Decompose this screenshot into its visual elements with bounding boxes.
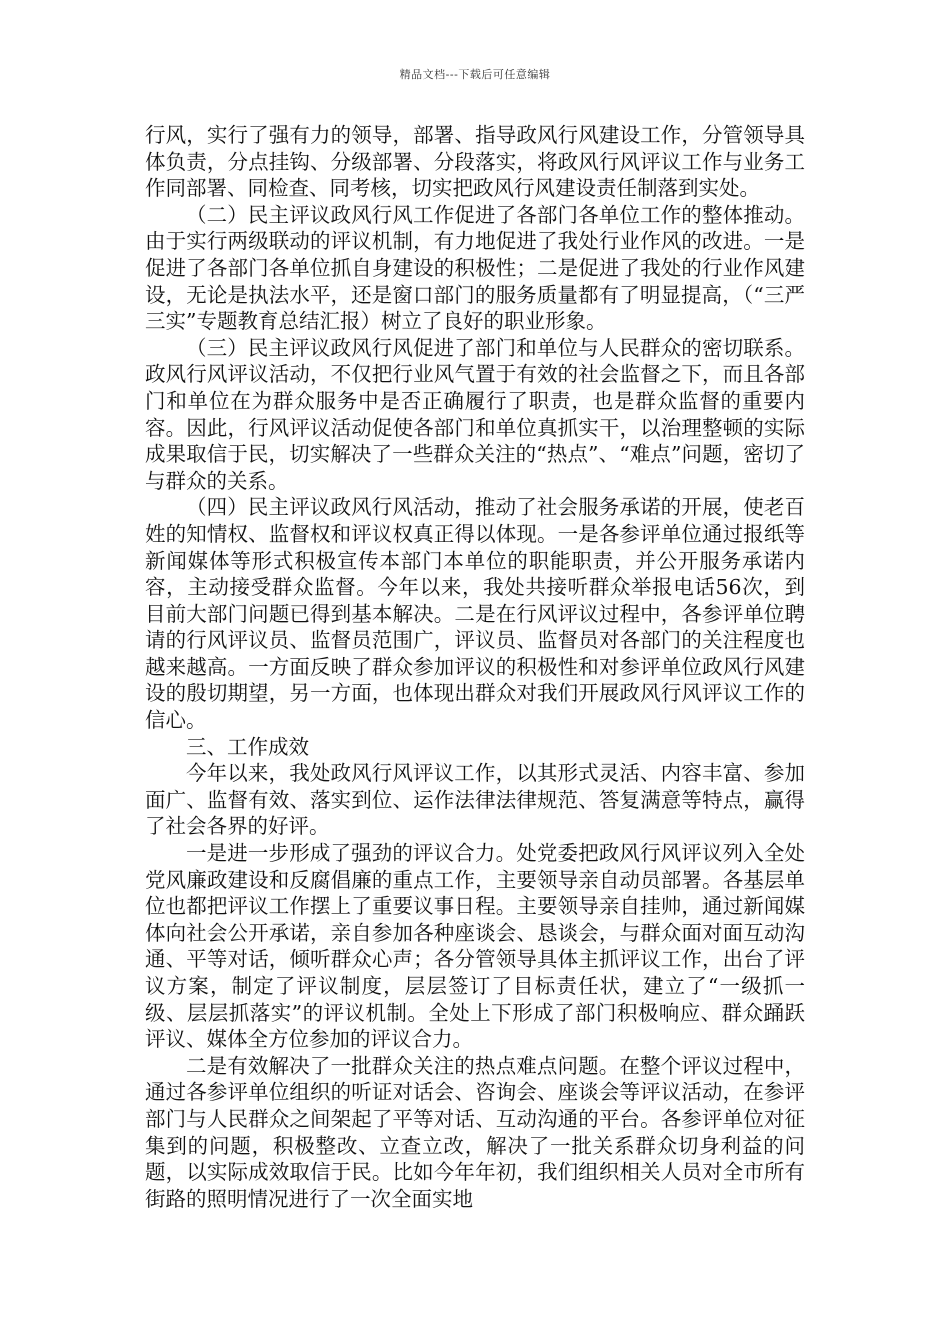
section-heading-results: 三、工作成效 bbox=[186, 734, 309, 759]
document-body bbox=[145, 122, 805, 1212]
paragraph-section-2: （二）民主评议政风行风工作促进了各部门各单位工作的整体推动。由于实行两级联动的评议机制，有力地促进了我处行业作风的改进。一是促进了各部门各单位抓自身建设的积极性；二是促进了我处的行业作风建设，无论是执法水平，还是窗口部门的服务质量都有了明显提高，（“三严三实”专题教育总结汇报）树立了良好的职业形象。 bbox=[145, 202, 805, 334]
page-header: 精品文档---下载后可任意编辑 bbox=[399, 68, 551, 81]
paragraph-section-4: （四）民主评议政风行风活动，推动了社会服务承诺的开展，使老百姓的知情权、监督权和评议权真正得以体现。一是各参评单位通过报纸等新闻媒体等形式积极宣传本部门本单位的职能职责，并公开服务承诺内容，主动接受群众监督。今年以来，我处共接听群众举报电话56次，到目前大部门问题已得到基本解决。二是在行风评议过程中，各参评单位聘请的行风评议员、监督员范围广，评议员、监督员对各部门的关注程度也越来越高。一方面反映了群众参加评议的积极性和对参评单位政风行风建设的殷切期望，另一方面，也体现出群众对我们开展政风行风评议工作的信心。 bbox=[145, 495, 805, 733]
paragraph-result-2: 二是有效解决了一批群众关注的热点难点问题。在整个评议过程中，通过各参评单位组织的听证对话会、咨询会、座谈会等评议活动，在参评部门与人民群众之间架起了平等对话、互动沟通的平台。各参评单位对征集到的问题，积极整改、立查立改，解决了一批关系群众切身利益的问题，以实际成效取信于民。比如今年年初，我们组织相关人员对全市所有街路的照明情况进行了一次全面实地 bbox=[145, 1053, 805, 1211]
paragraph-result-1: 一是进一步形成了强劲的评议合力。处党委把政风行风评议列入全处党风廉政建设和反腐倡廉的重点工作，主要领导亲自动员部署。各基层单位也都把评议工作摆上了重要议事日程。主要领导亲自挂帅，通过新闻媒体向社会公开承诺，亲自参加各种座谈会、恳谈会，与群众面对面互动沟通、平等对话，倾听群众心声；各分管领导具体主抓评议工作，出台了评议方案，制定了评议制度，层层签订了目标责任状，建立了“一级抓一级、层层抓落实”的评议机制。全处上下形成了部门积极响应、群众踊跃评议、媒体全方位参加的评议合力。 bbox=[145, 841, 805, 1052]
paragraph-continued: 行风，实行了强有力的领导，部署、指导政风行风建设工作，分管领导具体负责，分点挂钩、分级部署、分段落实，将政风行风评议工作与业务工作同部署、同检查、同考核，切实把政风行风建设责任制落到实处。 bbox=[145, 123, 805, 201]
paragraph-section-3: （三）民主评议政风行风促进了部门和单位与人民群众的密切联系。政风行风评议活动，不仅把行业风气置于有效的社会监督之下，而且各部门和单位在为群众服务中是否正确履行了职责，也是群众监督的重要内容。因此，行风评议活动促使各部门和单位真抓实干，以治理整顿的实际成果取信于民，切实解决了一些群众关注的“热点”、“难点”问题，密切了与群众的关系。 bbox=[145, 335, 805, 493]
paragraph-results-intro: 今年以来，我处政风行风评议工作，以其形式灵活、内容丰富、参加面广、监督有效、落实到位、运作法律法律规范、答复满意等特点，赢得了社会各界的好评。 bbox=[145, 761, 805, 839]
